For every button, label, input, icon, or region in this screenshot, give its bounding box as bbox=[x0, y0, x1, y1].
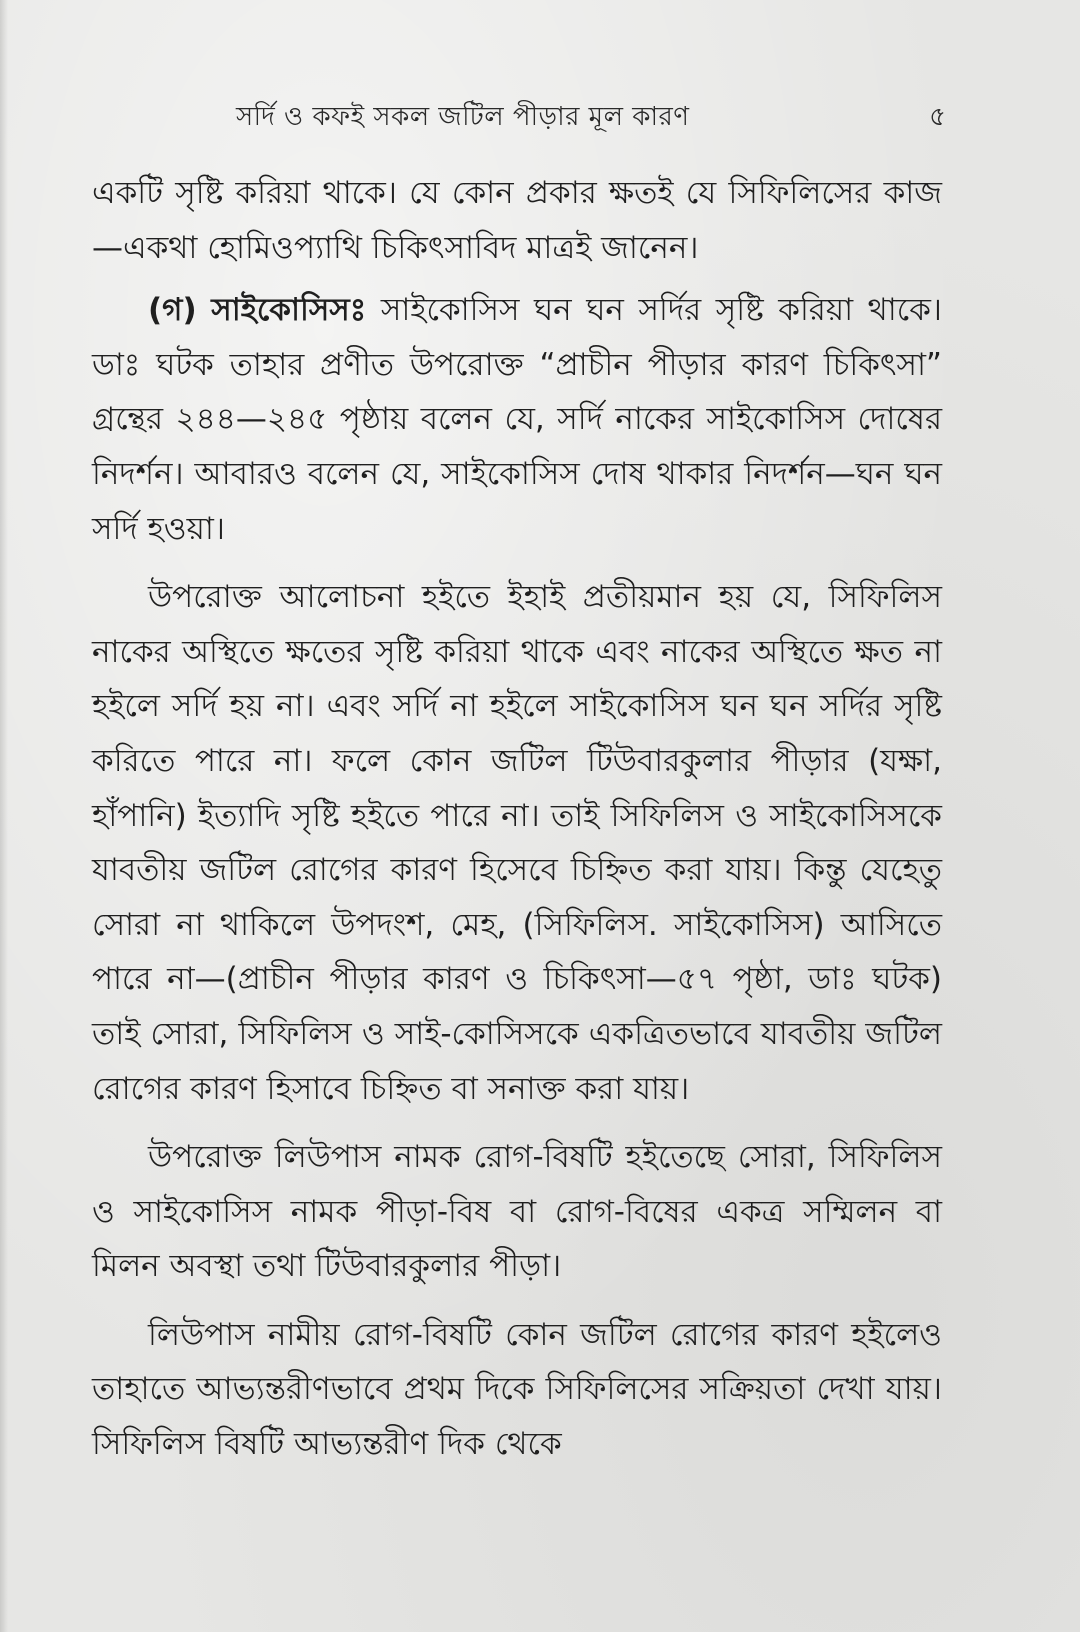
paragraph-4 bbox=[92, 1130, 942, 1294]
paragraph-2 bbox=[92, 283, 942, 556]
page-number: ৫ bbox=[929, 102, 946, 132]
section-heading: সাইকোসিসঃ bbox=[211, 292, 367, 329]
page-header bbox=[236, 98, 946, 138]
paragraph-4-text: উপরোক্ত লিউপাস নামক রোগ-বিষটি হইতেছে সোরা, সিফিলিস ও সাইকোসিস নামক পীড়া-বিষ বা রোগ-বিষের একত্র সম্মিলন বা মিলন অবস্থা তথা টিউবারকুলার পীড়া। bbox=[92, 1139, 942, 1285]
paragraph-1-text: একটি সৃষ্টি করিয়া থাকে। যে কোন প্রকার ক্ষতই যে সিফিলিসের কাজ—একথা হোমিওপ্যাথি চিকিৎসাবিদ মাত্রই জানেন। bbox=[92, 175, 942, 266]
section-label: (গ) bbox=[148, 292, 197, 329]
paragraph-3 bbox=[92, 570, 942, 1116]
paragraph-2-text: সাইকোসিস ঘন ঘন সর্দির সৃষ্টি করিয়া থাকে। ডাঃ ঘটক তাহার প্রণীত উপরোক্ত “প্রাচীন পীড়ার কারণ চিকিৎসা” গ্রন্থের ২৪৪—২৪৫ পৃষ্ঠায় বলেন যে, সর্দি নাকের সাইকোসিস দোষের নিদর্শন। আবারও বলেন যে, সাইকোসিস দোষ থাকার নিদর্শন—ঘন ঘন সর্দি হওয়া। bbox=[92, 292, 942, 547]
paragraph-5 bbox=[92, 1308, 942, 1472]
page-edge-shadow bbox=[0, 0, 8, 1632]
paragraph-1 bbox=[92, 166, 942, 275]
paragraph-3-text: উপরোক্ত আলোচনা হইতে ইহাই প্রতীয়মান হয় যে, সিফিলিস নাকের অস্থিতে ক্ষতের সৃষ্টি করিয়া থাকে এবং নাকের অস্থিতে ক্ষত না হইলে সর্দি হয় না। এবং সর্দি না হইলে সাইকোসিস ঘন ঘন সর্দির সৃষ্টি করিতে পারে না। ফলে কোন জটিল টিউবারকুলার পীড়ার (যক্ষা, হাঁপানি) ইত্যাদি সৃষ্টি হইতে পারে না। তাই সিফিলিস ও সাইকোসিসকে যাবতীয় জটিল রোগের কারণ হিসেবে চিহ্নিত করা যায়। কিন্তু যেহেতু সোরা না থাকিলে উপদংশ, মেহ, (সিফিলিস. সাইকোসিস) আসিতে পারে না—(প্রাচীন পীড়ার কারণ ও চিকিৎসা—৫৭ পৃষ্ঠা, ডাঃ ঘটক) তাই সোরা, সিফিলিস ও সাই-কোসিসকে একত্রিতভাবে যাবতীয় জটিল রোগের কারণ হিসাবে চিহ্নিত বা সনাক্ত করা যায়। bbox=[92, 579, 942, 1107]
page-body bbox=[92, 166, 942, 1486]
paragraph-5-text: লিউপাস নামীয় রোগ-বিষটি কোন জটিল রোগের কারণ হইলেও তাহাতে আভ্যন্তরীণভাবে প্রথম দিকে সিফিলিসের সক্রিয়তা দেখা যায়। সিফিলিস বিষটি আভ্যন্তরীণ দিক থেকে bbox=[92, 1316, 942, 1463]
running-title: সর্দি ও কফই সকল জটিল পীড়ার মূল কারণ bbox=[236, 102, 690, 132]
